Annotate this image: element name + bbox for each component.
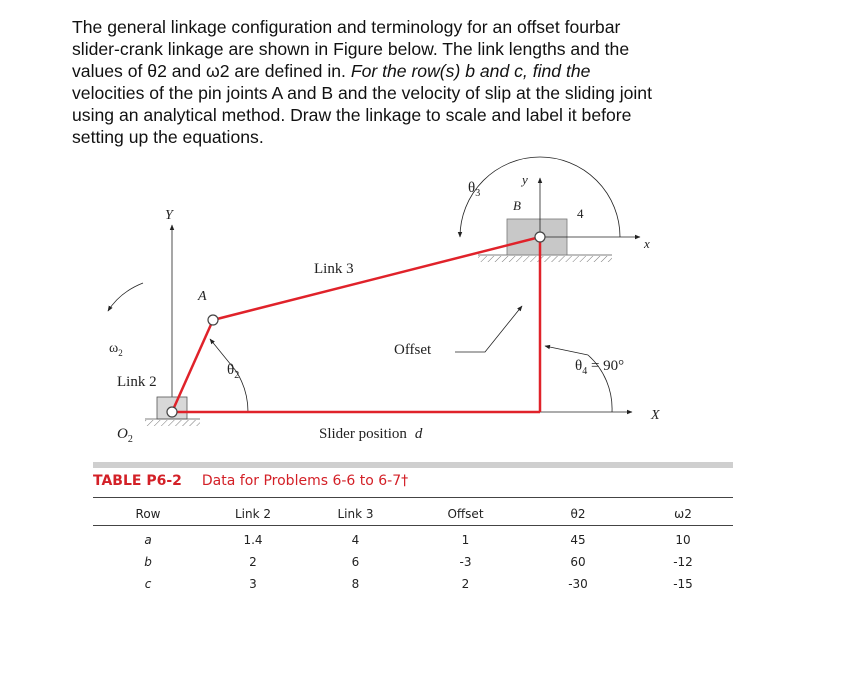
- table-cell: -12: [673, 555, 693, 569]
- table-cell: 45: [570, 533, 586, 547]
- table-cell: 1.4: [243, 533, 263, 547]
- table-cell: 3: [249, 577, 257, 591]
- table-cell: 1: [461, 533, 470, 547]
- table-cell: 4: [351, 533, 360, 547]
- table-cell: a: [144, 533, 152, 547]
- header-link3: Link 3: [337, 507, 374, 521]
- problem-line: using an analytical method. Draw the linkage to scale and label it before: [72, 105, 632, 125]
- link-3: [213, 237, 540, 320]
- problem-line: velocities of the pin joints A and B and the velocity of slip at the sliding joint: [72, 83, 652, 103]
- link4-label: 4: [577, 206, 584, 221]
- table-cell: 6: [351, 555, 360, 569]
- link-2: [172, 320, 213, 412]
- table-title: Data for Problems 6-6 to 6-7†: [201, 473, 409, 489]
- pin-A: [208, 315, 218, 325]
- X-label: X: [651, 408, 660, 423]
- offset-leader: [455, 306, 522, 352]
- local-x-label: x: [644, 236, 650, 251]
- theta3-label: $\theta_3$: [468, 180, 481, 199]
- table-row: [93, 525, 733, 551]
- table-cell: 8: [351, 577, 360, 591]
- pin-B: [535, 232, 545, 242]
- B-label: B: [513, 198, 521, 213]
- header-omega2: ω2: [674, 507, 692, 521]
- link3-label: Link 3: [314, 261, 354, 277]
- table-code: TABLE P6-2: [93, 473, 182, 489]
- table-cell: 60: [570, 555, 586, 569]
- pin-O2: [167, 407, 177, 417]
- O2-label: $O_2$: [117, 426, 133, 445]
- link2-label: Link 2: [117, 374, 157, 390]
- table-caption: [93, 473, 408, 489]
- table-cell: b: [144, 555, 152, 569]
- table-cell: -30: [568, 577, 588, 591]
- problem-emphasis: For the row(s) b and c, find the: [350, 61, 591, 81]
- table-header-row: [93, 503, 733, 525]
- problem-line: The general linkage configuration and terminology for an offset fourbar: [72, 17, 621, 37]
- omega2-arc: [108, 283, 143, 311]
- slider-ground: [478, 255, 612, 262]
- table-cell: 2: [461, 577, 470, 591]
- problem-line: slider-crank linkage are shown in Figure below. The link lengths and the: [72, 39, 630, 59]
- table-rule-top: [93, 497, 733, 498]
- table-row: [93, 573, 733, 595]
- linkage-links: [172, 237, 540, 412]
- problem-text: values of θ2 and ω2 are defined in.: [72, 61, 346, 81]
- table-row: [93, 551, 733, 573]
- slider-position-label: Slider position d: [319, 426, 423, 442]
- header-row: Row: [135, 507, 161, 521]
- table-cell: c: [144, 577, 152, 591]
- table-cell: 10: [675, 533, 691, 547]
- omega2-label: $\omega_2$: [109, 341, 123, 358]
- offset-label: Offset: [394, 342, 432, 358]
- table-top-bar: [93, 462, 733, 468]
- header-theta2: θ2: [570, 507, 586, 521]
- table-cell: 2: [249, 555, 257, 569]
- problem-line: setting up the equations.: [72, 127, 264, 147]
- header-offset: Offset: [447, 507, 484, 521]
- table-cell: -3: [459, 555, 472, 569]
- A-label: A: [198, 289, 207, 304]
- theta4-arrow: [545, 346, 588, 355]
- theta2-label: $\theta_2$: [227, 362, 240, 381]
- header-link2: Link 2: [234, 507, 272, 521]
- table-cell: -15: [673, 577, 693, 591]
- theta4-label: $\theta_4 = 90^\circ$: [575, 358, 625, 377]
- Y-label: Y: [165, 208, 173, 223]
- local-y-label: y: [522, 172, 528, 187]
- data-table: [93, 503, 733, 595]
